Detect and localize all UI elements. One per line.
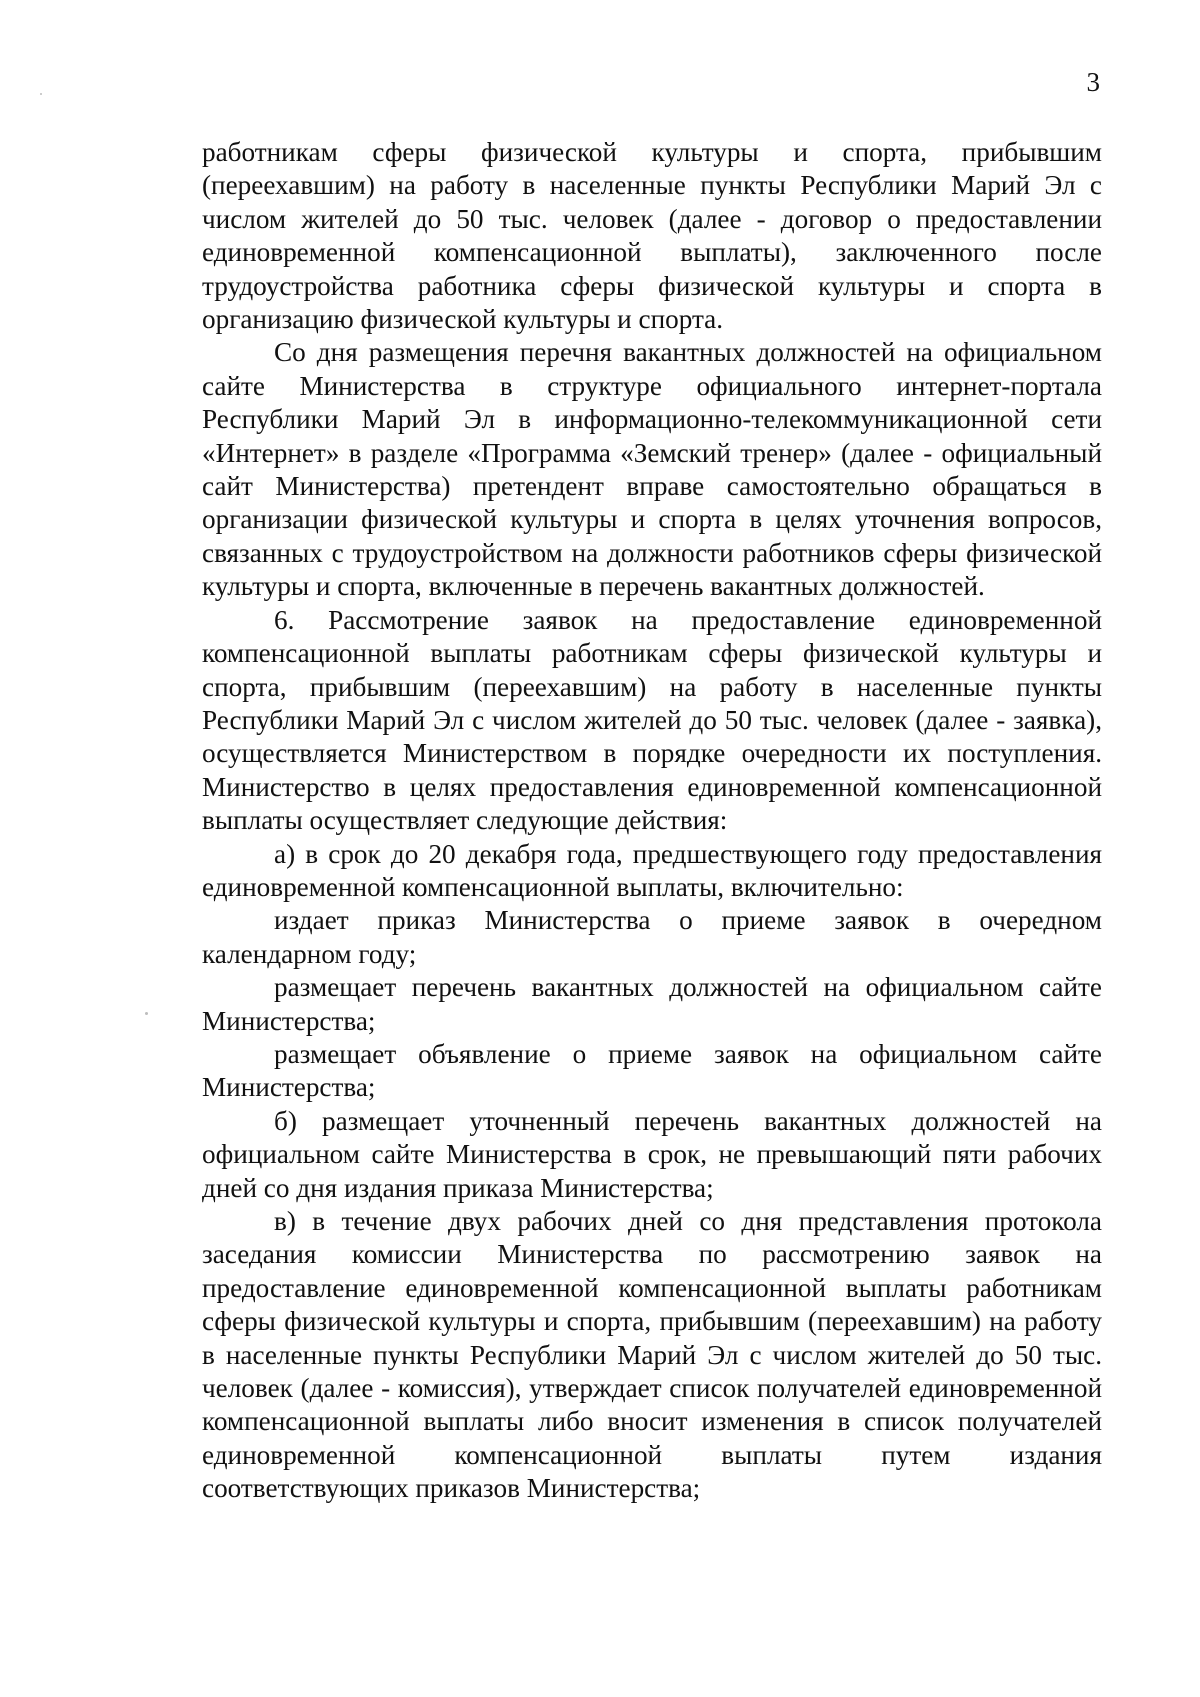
paragraph-subitem-b: б) размещает уточненный перечень вакантных должностей на официальном сайте Министерства в срок, не превышающий пяти рабочих дней со дня издания приказа Министерства; [202,1105,1102,1203]
paragraph-vacancy-list-info: Со дня размещения перечня вакантных должностей на официальном сайте Министерства в структуре официального интернет-портала Республики Марий Эл в информационно-телекоммуникационной сети «Интернет» в разделе «Программа «Земский тренер» (далее - официальный сайт Министерства) претендент вправе самостоятельно обращаться в организации физической культуры и спорта в целях уточнения вопросов, связанных с трудоустройством на должности работников сферы физической культуры и спорта, включенные в перечень вакантных должностей. [202,337,1102,602]
paragraph-post-announcement: размещает объявление о приеме заявок на официальном сайте Министерства; [202,1038,1102,1103]
paragraph-subitem-v: в) в течение двух рабочих дней со дня представления протокола заседания комиссии Министерства по рассмотрению заявок на предоставление единовременной компенсационной выплаты работникам сферы физической культуры и спорта, прибывшим (переехавшим) на работу в населенные пункты Республики Марий Эл с числом жителей до 50 тыс. человек (далее - комиссия), утверждает список получателей единовременной компенсационной выплаты либо вносит изменения в список получателей единовременной компенсационной выплаты путем издания соответствующих приказов Министерства; [202,1206,1102,1504]
scan-speck [145,1012,148,1015]
paragraph-item-6: 6. Рассмотрение заявок на предоставление единовременной компенсационной выплаты работникам сферы физической культуры и спорта, прибывшим (переехавшим) на работу в населенные пункты Республики Марий Эл с числом жителей до 50 тыс. человек (далее - заявка), осуществляется Министерством в порядке очередности их поступления. Министерство в целях предоставления единовременной компенсационной выплаты осуществляет следующие действия: [202,604,1102,836]
paragraph-order-issue: издает приказ Министерства о приеме заявок в очередном календарном году; [202,905,1102,969]
document-body [202,136,1102,1506]
scan-speck [40,93,42,95]
paragraph-post-vacancies: размещает перечень вакантных должностей на официальном сайте Министерства; [202,972,1102,1036]
paragraph-subitem-a: а) в срок до 20 декабря года, предшествующего году предоставления единовременной компенсационной выплаты, включительно: [202,838,1102,902]
paragraph-continuation: работникам сферы физической культуры и спорта, прибывшим (переехавшим) на работу в населенные пункты Республики Марий Эл с числом жителей до 50 тыс. человек (далее - договор о предоставлении единовременной компенсационной выплаты), заключенного после трудоустройства работника сферы физической культуры и спорта в организацию физической культуры и спорта. [202,137,1102,335]
page-number: 3 [1086,67,1100,97]
